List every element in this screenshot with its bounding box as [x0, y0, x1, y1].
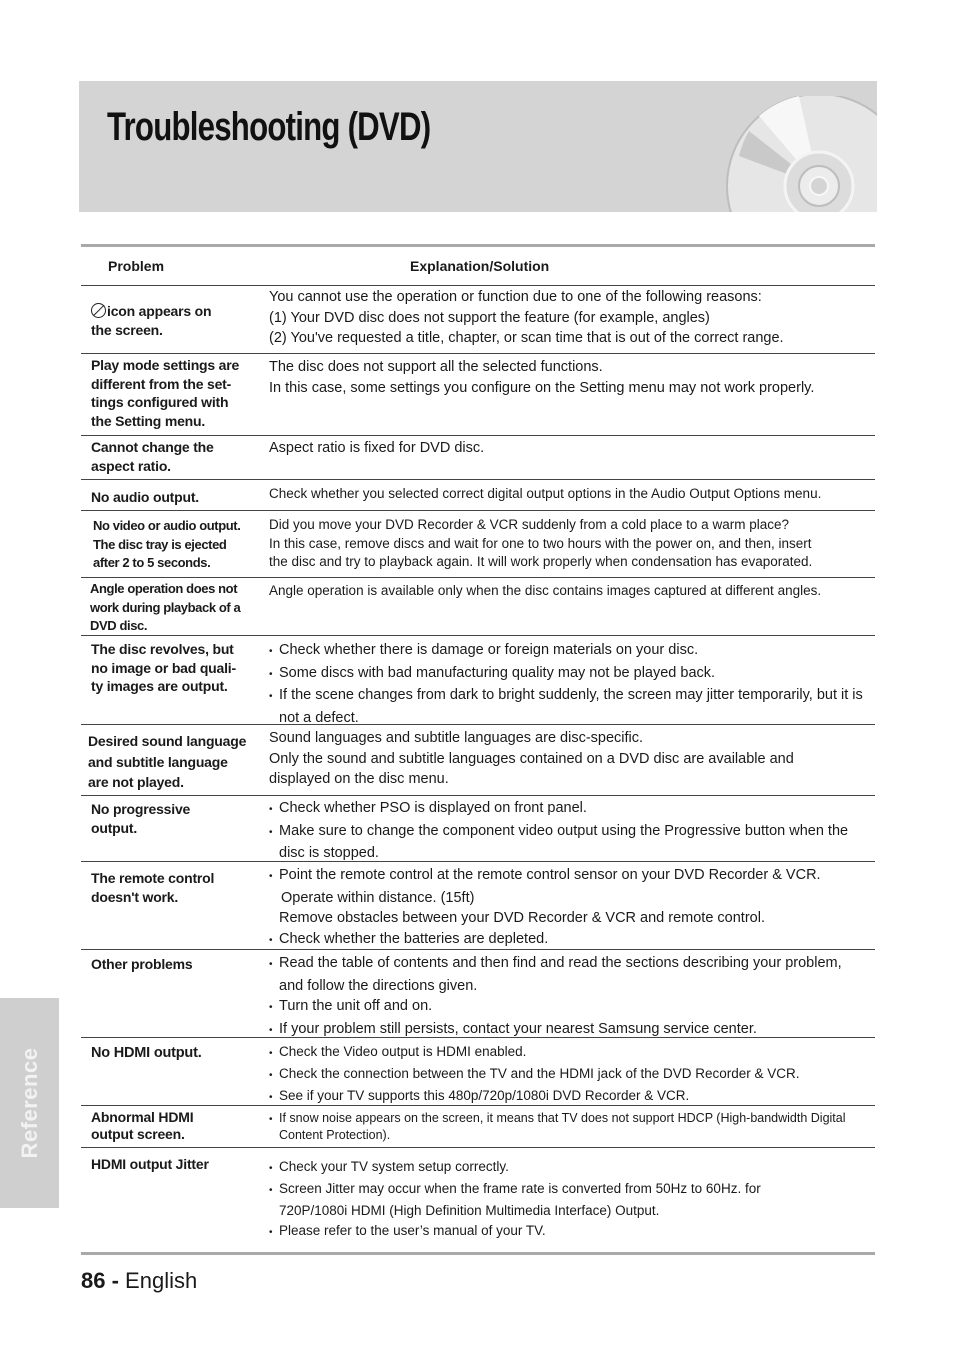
side-tab-label: Reference [16, 1047, 42, 1159]
problem-cell: icon appears on the screen. [91, 303, 212, 338]
reference-side-tab [0, 998, 59, 1208]
problem-cell: No video or audio output. The disc tray is ejected after 2 to 5 seconds. [93, 518, 241, 570]
bullet-item: • Read the table of contents and then find and read the sections describing your problem, and follow the directions given. [269, 953, 869, 996]
bullet-item: • See if your TV supports this 480p/720p/1080i DVD Recorder & VCR. [269, 1086, 877, 1108]
prohibited-icon [91, 303, 106, 318]
table-row [81, 796, 875, 862]
solution-cell: The disc does not support all the selected functions. In this case, some settings you configure on the Setting menu may not work properly. [269, 359, 815, 396]
bullet-item: • Screen Jitter may occur when the frame rate is converted from 50Hz to 60Hz. for 720P/1080i HDMI (High Definition Multimedia Interface) Output. [269, 1179, 789, 1221]
bullet-item: • If the scene changes from dark to bright suddenly, the screen may jitter temporarily, but it is not a defect. [269, 685, 877, 728]
disc-icon [719, 96, 877, 212]
table-row [81, 436, 875, 480]
problem-cell: Play mode settings are different from the set- tings configured with the Setting menu. [91, 357, 240, 429]
problem-cell: The remote control doesn't work. [91, 870, 215, 905]
bullet-item: • Check the Video output is HDMI enabled. [269, 1042, 877, 1064]
table-row [81, 511, 875, 578]
table-row [81, 480, 875, 511]
header-explanation: Explanation/Solution [410, 258, 550, 274]
solution-cell: Check whether you selected correct digital output options in the Audio Output Options menu. [269, 486, 822, 501]
solution-cell: Aspect ratio is fixed for DVD disc. [269, 440, 485, 456]
title-banner [79, 81, 877, 212]
bullet-item: • Check whether the batteries are depleted. [269, 929, 877, 952]
problem-cell: HDMI output Jitter [91, 1156, 209, 1172]
problem-cell: Angle operation does not work during playback of a DVD disc. [90, 581, 241, 633]
bullet-item: • If snow noise appears on the screen, it means that TV does not support HDCP (High-bandwidth Digital Content Protection). [269, 1111, 877, 1143]
bullet-item: • Some discs with bad manufacturing quality may not be played back. [269, 663, 877, 686]
problem-cell: Desired sound language and subtitle language are not played. [88, 733, 247, 790]
table-row [81, 286, 875, 354]
table-row [81, 950, 875, 1038]
bullet-item: • Check the connection between the TV and the HDMI jack of the DVD Recorder & VCR. [269, 1064, 877, 1086]
page-number: 86 - [81, 1268, 119, 1293]
bullet-item: • Point the remote control at the remote control sensor on your DVD Recorder & VCR. [269, 865, 877, 888]
page-title: Troubleshooting (DVD) [107, 105, 431, 149]
solution-cell [269, 953, 869, 1041]
page-footer [81, 1268, 197, 1294]
bullet-item: • Make sure to change the component video output using the Progressive button when the disc is stopped. [269, 821, 877, 864]
bullet-item: • Check whether there is damage or foreign materials on your disc. [269, 640, 877, 663]
bullet-item: • If your problem still persists, contact your nearest Samsung service center. [269, 1019, 869, 1042]
bullet-item: • Check your TV system setup correctly. [269, 1157, 789, 1179]
table-row [81, 354, 875, 436]
problem-cell: Cannot change the aspect ratio. [91, 439, 214, 474]
solution-cell: Did you move your DVD Recorder & VCR suddenly from a cold place to a warm place? In this case, remove discs and wait for one to two hours with the power on, and then, insert the disc and try to playback again. It will work properly when condensation has evaporated. [269, 517, 813, 569]
problem-cell: Other problems [91, 956, 193, 972]
problem-cell: Abnormal HDMI output screen. [91, 1109, 194, 1142]
problem-cell: No audio output. [91, 489, 199, 505]
solution-cell: • Point the remote control at the remote control sensor on your DVD Recorder & VCR. Operate within distance. (15ft) Remove obstacles between your DVD Recorder & VCR and remote control. • Check whether the batteries are depleted. [269, 865, 877, 951]
bullet-item: • Please refer to the user’s manual of your TV. [269, 1221, 789, 1243]
table-bottom-rule [81, 1252, 875, 1255]
problem-cell: No HDMI output. [91, 1045, 202, 1061]
header-problem: Problem [108, 258, 165, 274]
bullet-item: • Check whether PSO is displayed on front panel. [269, 798, 877, 821]
footer-language: English [125, 1268, 198, 1293]
solution-cell: Sound languages and subtitle languages are disc-specific. Only the sound and subtitle languages contained on a DVD disc are available and displayed on the disc menu. [269, 730, 794, 787]
solution-cell [269, 1111, 877, 1143]
table-row [81, 1148, 875, 1252]
table-row [81, 862, 875, 950]
solution-cell [269, 1157, 789, 1243]
solution-cell: You cannot use the operation or function due to one of the following reasons: (1) Your DVD disc does not support the feature (for example, angles) (2) You've requested a title, chapter, or scan time that is out of the correct range. [269, 289, 784, 346]
solution-cell: Angle operation is available only when the disc contains images captured at different angles. [269, 583, 822, 598]
solution-cell [269, 640, 877, 728]
table-row [81, 578, 875, 636]
table-row [81, 725, 875, 796]
table-header [81, 247, 875, 286]
table-row [81, 1106, 875, 1148]
solution-cell [269, 1042, 877, 1108]
table-row [81, 1038, 875, 1106]
table-row [81, 636, 875, 725]
problem-cell: The disc revolves, but no image or bad quali- ty images are output. [91, 641, 236, 694]
solution-cell [269, 798, 877, 864]
problem-cell: No progressive output. [91, 801, 191, 836]
bullet-item: • Turn the unit off and on. [269, 996, 869, 1019]
